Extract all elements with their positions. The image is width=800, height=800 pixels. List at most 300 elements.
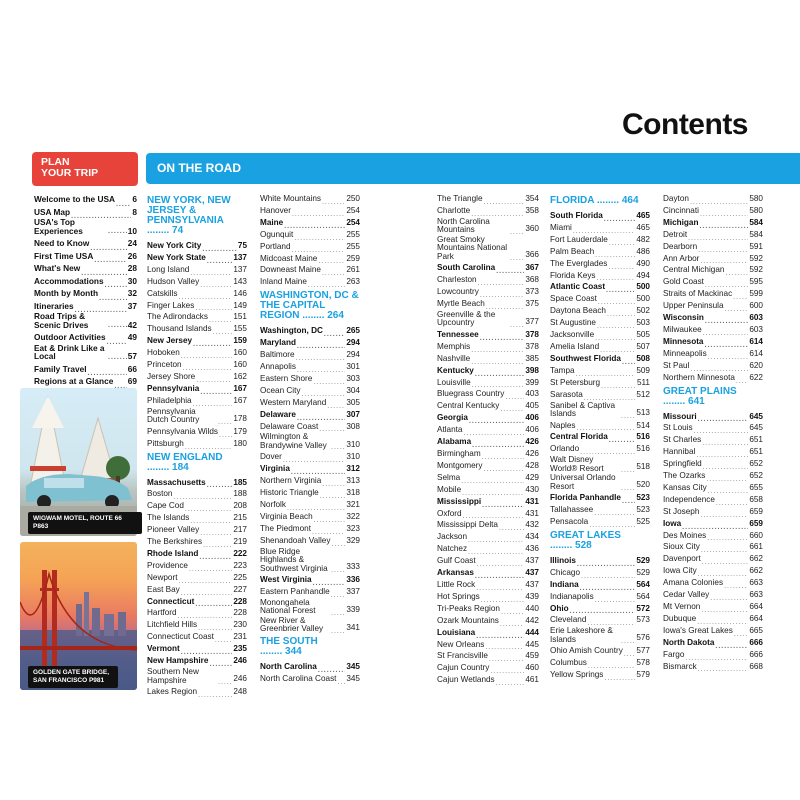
toc-entry[interactable]: [437, 424, 539, 436]
toc-entry[interactable]: [147, 426, 247, 438]
toc-entry[interactable]: [147, 311, 247, 323]
toc-entry[interactable]: [260, 264, 360, 276]
toc-entry[interactable]: [663, 217, 763, 229]
toc-entry-label: Ogunquit: [260, 229, 294, 239]
toc-entry[interactable]: [437, 388, 539, 400]
toc-entry-label: Connecticut: [147, 596, 195, 606]
toc-entry[interactable]: [663, 300, 763, 312]
toc-entry-label: Welcome to the USA: [34, 194, 115, 204]
photo1-caption: [28, 512, 142, 534]
toc-entry[interactable]: [34, 262, 137, 275]
toc-entry[interactable]: [663, 518, 763, 530]
toc-entry-leader: [621, 635, 635, 644]
toc-entry[interactable]: [260, 661, 360, 673]
toc-entry[interactable]: [663, 312, 763, 324]
toc-entry[interactable]: [437, 236, 539, 262]
toc-entry[interactable]: [550, 555, 650, 567]
toc-entry-page: 406: [525, 413, 539, 423]
toc-entry[interactable]: [550, 645, 650, 657]
toc-entry[interactable]: [663, 241, 763, 253]
toc-entry-page: 592: [749, 265, 763, 275]
toc-entry-page: 662: [749, 554, 763, 564]
toc-entry[interactable]: [663, 411, 763, 423]
toc-entry[interactable]: [34, 287, 137, 300]
toc-entry[interactable]: [663, 446, 763, 458]
toc-entry-page: 439: [525, 591, 539, 601]
toc-entry[interactable]: [147, 347, 247, 359]
toc-entry-page: 564: [636, 591, 650, 601]
toc-entry[interactable]: [260, 349, 360, 361]
toc-entry[interactable]: [663, 253, 763, 265]
toc-entry-leader: [701, 544, 748, 553]
toc-entry[interactable]: [260, 433, 360, 450]
toc-entry[interactable]: [550, 377, 650, 389]
toc-entry[interactable]: [437, 377, 539, 389]
toc-entry-page: 622: [749, 372, 763, 382]
toc-entry[interactable]: [437, 341, 539, 353]
toc-entry[interactable]: [663, 601, 763, 613]
toc-entry[interactable]: [147, 572, 247, 584]
toc-entry[interactable]: [260, 617, 360, 634]
toc-entry-leader: [604, 213, 636, 222]
toc-entry[interactable]: [663, 530, 763, 542]
toc-section-heading[interactable]: [147, 453, 247, 473]
toc-entry-label: Hannibal: [663, 447, 696, 457]
toc-entry[interactable]: [437, 519, 539, 531]
toc-entry-label: Pennsylvania Dutch Country: [147, 406, 200, 425]
toc-entry[interactable]: [437, 543, 539, 555]
toc-entry[interactable]: [260, 673, 360, 685]
toc-entry[interactable]: [147, 288, 247, 300]
toc-entry-leader: [475, 570, 524, 579]
toc-entry[interactable]: [437, 436, 539, 448]
toc-entry[interactable]: [663, 422, 763, 434]
toc-entry-page: 516: [636, 444, 650, 454]
toc-entry-label: Virginia Beach: [260, 511, 313, 521]
toc-entry[interactable]: [260, 397, 360, 409]
toc-entry-leader: [174, 491, 233, 500]
toc-entry[interactable]: [550, 443, 650, 455]
toc-entry[interactable]: [260, 253, 360, 265]
toc-entry[interactable]: [663, 661, 763, 673]
toc-entry[interactable]: [260, 241, 360, 253]
toc-entry-label: Ohio Amish Country: [550, 646, 623, 656]
toc-entry[interactable]: [260, 409, 360, 421]
toc-entry[interactable]: [437, 662, 539, 674]
photo1-caption-line1: WIGWAM MOTEL, ROUTE 66: [33, 515, 122, 522]
toc-entry[interactable]: [663, 229, 763, 241]
toc-entry[interactable]: [550, 281, 650, 293]
toc-entry[interactable]: [437, 650, 539, 662]
toc-entry-label: Erie Lakeshore & Islands: [550, 626, 613, 644]
toc-entry[interactable]: [663, 553, 763, 565]
toc-entry[interactable]: [663, 336, 763, 348]
toc-entry-label: Sioux City: [663, 542, 700, 552]
toc-entry[interactable]: [260, 586, 360, 598]
toc-entry[interactable]: [663, 348, 763, 360]
toc-entry-page: 434: [525, 532, 539, 542]
toc-entry-page: 6: [132, 194, 137, 204]
toc-entry[interactable]: [34, 363, 137, 376]
toc-entry[interactable]: [34, 218, 137, 235]
toc-entry[interactable]: [260, 487, 360, 499]
toc-entry[interactable]: [260, 217, 360, 229]
toc-entry[interactable]: [260, 385, 360, 397]
toc-entry[interactable]: [147, 359, 247, 371]
toc-entry[interactable]: [550, 353, 650, 365]
toc-entry[interactable]: [663, 372, 763, 384]
toc-entry-leader: [196, 374, 232, 383]
toc-entry-leader: [105, 278, 127, 287]
toc-entry[interactable]: [437, 484, 539, 496]
toc-entry-page: 512: [636, 389, 650, 399]
toc-entry-label: Louisville: [437, 377, 471, 387]
toc-entry-leader: [193, 398, 233, 407]
toc-entry-page: 208: [233, 501, 247, 511]
toc-entry[interactable]: [147, 584, 247, 596]
toc-entry[interactable]: [663, 589, 763, 601]
toc-entry-page: 592: [749, 253, 763, 263]
toc-entry[interactable]: [34, 275, 137, 288]
toc-entry[interactable]: [437, 311, 539, 328]
toc-entry[interactable]: [550, 516, 650, 528]
toc-entry[interactable]: [437, 496, 539, 508]
toc-entry-label: Detroit: [663, 229, 688, 239]
toc-entry-leader: [469, 415, 524, 424]
toc-entry[interactable]: [147, 488, 247, 500]
toc-entry-leader: [700, 255, 748, 264]
toc-entry[interactable]: [437, 531, 539, 543]
toc-entry[interactable]: [147, 240, 247, 252]
toc-entry[interactable]: [663, 613, 763, 625]
toc-entry-leader: [597, 320, 635, 329]
toc-entry[interactable]: [550, 627, 650, 644]
toc-entry[interactable]: [437, 615, 539, 627]
toc-entry[interactable]: [550, 389, 650, 401]
toc-entry-label: Wilmington & Brandywine Valley: [260, 432, 327, 450]
toc-entry[interactable]: [550, 402, 650, 419]
toc-entry[interactable]: [147, 512, 247, 524]
toc-entry[interactable]: [147, 300, 247, 312]
toc-entry-leader: [496, 265, 524, 274]
section-page: ........ 344: [260, 645, 302, 657]
toc-entry-leader: [203, 539, 232, 548]
toc-entry[interactable]: [550, 504, 650, 516]
toc-entry-leader: [472, 379, 525, 388]
toc-entry[interactable]: [663, 470, 763, 482]
toc-entry[interactable]: [663, 264, 763, 276]
toc-entry[interactable]: [260, 421, 360, 433]
toc-entry[interactable]: [147, 335, 247, 347]
toc-entry[interactable]: [260, 463, 360, 475]
toc-entry-page: 465: [636, 211, 650, 220]
toc-entry[interactable]: [437, 262, 539, 274]
toc-entry[interactable]: [147, 264, 247, 276]
toc-entry-leader: [510, 252, 524, 261]
toc-entry[interactable]: [663, 434, 763, 446]
toc-entry-leader: [499, 522, 524, 531]
toc-entry-label: Accommodations: [34, 275, 104, 286]
plan-list: [34, 193, 137, 388]
toc-entry-leader: [322, 196, 345, 205]
toc-entry-label: The Islands: [147, 513, 190, 523]
toc-entry[interactable]: [147, 371, 247, 383]
toc-entry-label: Atlanta: [437, 425, 463, 435]
toc-entry[interactable]: [260, 276, 360, 288]
toc-entry[interactable]: [147, 477, 247, 489]
toc-entry[interactable]: [550, 341, 650, 353]
toc-entry-page: 42: [127, 319, 137, 330]
toc-entry[interactable]: [147, 655, 247, 667]
toc-entry[interactable]: [260, 193, 360, 205]
toc-entry[interactable]: [550, 234, 650, 246]
toc-entry[interactable]: [260, 373, 360, 385]
toc-entry-page: 248: [233, 687, 247, 696]
toc-entry[interactable]: [550, 270, 650, 282]
toc-entry[interactable]: [663, 205, 763, 217]
toc-entry[interactable]: [437, 627, 539, 639]
toc-entry[interactable]: [550, 246, 650, 258]
toc-entry[interactable]: [34, 250, 137, 263]
toc-entry[interactable]: [147, 383, 247, 395]
toc-entry[interactable]: [550, 474, 650, 491]
toc-entry-label: Baltimore: [260, 350, 295, 360]
toc-entry[interactable]: [34, 344, 137, 361]
toc-entry[interactable]: [34, 375, 137, 388]
toc-entry[interactable]: [34, 312, 137, 329]
toc-entry-page: 398: [525, 365, 539, 375]
toc-entry-leader: [207, 255, 232, 264]
toc-entry-page: 57: [127, 351, 137, 361]
toc-entry[interactable]: [147, 560, 247, 572]
toc-entry-leader: [81, 266, 127, 275]
toc-entry[interactable]: [550, 579, 650, 591]
toc-entry[interactable]: [550, 365, 650, 377]
toc-entry[interactable]: [663, 649, 763, 661]
toc-entry[interactable]: [550, 305, 650, 317]
toc-entry[interactable]: [147, 548, 247, 560]
toc-entry[interactable]: [147, 643, 247, 655]
toc-entry[interactable]: [147, 686, 247, 698]
toc-entry[interactable]: [437, 353, 539, 365]
toc-entry[interactable]: [550, 210, 650, 222]
toc-entry-leader: [710, 592, 748, 601]
toc-entry-page: 8: [132, 206, 137, 217]
toc-entry[interactable]: [437, 508, 539, 520]
toc-entry[interactable]: [147, 276, 247, 288]
toc-entry[interactable]: [260, 361, 360, 373]
toc-entry[interactable]: [147, 252, 247, 264]
toc-entry[interactable]: [34, 193, 137, 206]
toc-entry[interactable]: [550, 657, 650, 669]
toc-entry-page: 614: [749, 348, 763, 358]
toc-entry-page: 185: [233, 477, 247, 487]
toc-entry-leader: [485, 641, 524, 650]
toc-entry[interactable]: [147, 619, 247, 631]
toc-entry-label: Georgia: [437, 413, 468, 423]
toc-entry-page: 500: [636, 294, 650, 304]
toc-entry[interactable]: [260, 229, 360, 241]
toc-entry-label: New Hampshire: [147, 656, 209, 666]
toc-entry[interactable]: [663, 458, 763, 470]
toc-entry[interactable]: [260, 325, 360, 337]
toc-section-heading[interactable]: [663, 387, 763, 407]
toc-entry[interactable]: [147, 524, 247, 536]
toc-entry-label: Mobile: [437, 484, 462, 494]
toc-entry[interactable]: [437, 460, 539, 472]
toc-entry-page: 310: [346, 452, 360, 462]
toc-entry[interactable]: [147, 408, 247, 425]
toc-entry-page: 339: [346, 605, 360, 615]
toc-entry[interactable]: [663, 360, 763, 372]
toc-entry-page: 217: [233, 525, 247, 535]
toc-entry-label: Family Travel: [34, 363, 87, 374]
toc-entry-page: 366: [525, 250, 539, 260]
toc-entry[interactable]: [147, 500, 247, 512]
toc-entry-page: 263: [346, 277, 360, 287]
toc-entry[interactable]: [437, 448, 539, 460]
toc-entry[interactable]: [550, 492, 650, 504]
toc-entry[interactable]: [260, 451, 360, 463]
toc-entry-leader: [185, 441, 232, 450]
plan-tab-line1: PLAN: [41, 156, 70, 168]
toc-entry[interactable]: [437, 591, 539, 603]
toc-entry[interactable]: [437, 193, 539, 205]
toc-entry[interactable]: [550, 431, 650, 443]
toc-entry[interactable]: [663, 506, 763, 518]
toc-entry[interactable]: [663, 577, 763, 589]
toc-entry[interactable]: [260, 337, 360, 349]
toc-entry-leader: [621, 410, 635, 419]
toc-entry[interactable]: [663, 324, 763, 336]
toc-entry[interactable]: [147, 323, 247, 335]
toc-entry-label: Lowcountry: [437, 287, 479, 297]
toc-entry[interactable]: [663, 541, 763, 553]
toc-entry[interactable]: [663, 625, 763, 637]
toc-entry-leader: [699, 220, 748, 229]
toc-entry[interactable]: [437, 400, 539, 412]
toc-section-heading[interactable]: [550, 196, 650, 206]
toc-entry[interactable]: [550, 420, 650, 432]
toc-entry[interactable]: [147, 607, 247, 619]
toc-entry[interactable]: [663, 637, 763, 649]
toc-entry[interactable]: [147, 668, 247, 685]
toc-entry-page: 337: [346, 587, 360, 597]
toc-entry-label: Northern Minnesota: [663, 372, 735, 382]
toc-entry[interactable]: [437, 205, 539, 217]
toc-entry[interactable]: [437, 298, 539, 310]
photo1-caption-line2: P863: [33, 523, 49, 530]
toc-entry[interactable]: [437, 555, 539, 567]
toc-entry[interactable]: [147, 395, 247, 407]
toc-entry[interactable]: [260, 574, 360, 586]
toc-section-heading[interactable]: [147, 196, 247, 236]
toc-entry[interactable]: [663, 276, 763, 288]
toc-entry[interactable]: [437, 472, 539, 484]
toc-entry[interactable]: [550, 222, 650, 234]
toc-entry-page: 30: [127, 275, 137, 286]
toc-entry[interactable]: [260, 205, 360, 217]
toc-entry-label: St Petersburg: [550, 377, 601, 387]
toc-section-heading[interactable]: [260, 637, 360, 657]
toc-section-heading[interactable]: [260, 291, 360, 321]
page-title: Contents: [622, 108, 748, 141]
toc-entry[interactable]: [437, 674, 539, 686]
toc-entry[interactable]: [550, 567, 650, 579]
toc-entry[interactable]: [147, 631, 247, 643]
toc-entry[interactable]: [34, 237, 137, 250]
toc-entry[interactable]: [550, 329, 650, 341]
toc-entry[interactable]: [663, 193, 763, 205]
toc-entry[interactable]: [437, 579, 539, 591]
toc-entry[interactable]: [550, 603, 650, 615]
toc-entry-label: Eastern Panhandle: [260, 587, 330, 597]
toc-entry[interactable]: [437, 286, 539, 298]
toc-entry[interactable]: [260, 599, 360, 616]
toc-entry[interactable]: [550, 456, 650, 473]
toc-entry-leader: [510, 226, 524, 235]
toc-entry-page: 661: [749, 542, 763, 552]
toc-entry[interactable]: [550, 591, 650, 603]
toc-entry[interactable]: [260, 535, 360, 547]
toc-entry[interactable]: [437, 412, 539, 424]
toc-entry-page: 341: [346, 623, 360, 633]
toc-entry-page: 167: [233, 395, 247, 405]
toc-entry[interactable]: [550, 293, 650, 305]
toc-entry-leader: [461, 475, 524, 484]
toc-entry-label: Indianapolis: [550, 591, 594, 601]
toc-entry[interactable]: [437, 567, 539, 579]
toc-entry-label: Long Island: [147, 264, 190, 274]
toc-entry[interactable]: [550, 669, 650, 681]
toc-entry-leader: [313, 577, 346, 586]
toc-entry[interactable]: [34, 331, 137, 344]
toc-entry[interactable]: [260, 499, 360, 511]
toc-entry[interactable]: [147, 536, 247, 548]
toc-entry-label: Vermont: [147, 644, 180, 654]
toc-entry[interactable]: [663, 482, 763, 494]
toc-entry-leader: [284, 220, 345, 229]
toc-entry[interactable]: [437, 329, 539, 341]
toc-entry-page: 664: [749, 602, 763, 611]
toc-entry[interactable]: [260, 548, 360, 574]
toc-entry[interactable]: [260, 523, 360, 535]
toc-entry-leader: [489, 653, 524, 662]
toc-entry[interactable]: [147, 438, 247, 450]
toc-entry[interactable]: [550, 258, 650, 270]
toc-entry-page: 222: [233, 548, 247, 558]
toc-entry[interactable]: [437, 639, 539, 651]
toc-entry[interactable]: [147, 596, 247, 608]
toc-entry-page: 24: [127, 238, 137, 248]
toc-entry[interactable]: [663, 494, 763, 506]
toc-entry-label: Catskills: [147, 288, 178, 298]
toc-entry[interactable]: [437, 603, 539, 615]
toc-entry-leader: [480, 289, 524, 298]
toc-entry[interactable]: [663, 288, 763, 300]
toc-entry[interactable]: [550, 317, 650, 329]
toc-entry-leader: [598, 296, 635, 305]
toc-entry[interactable]: [437, 218, 539, 235]
toc-entry[interactable]: [260, 475, 360, 487]
toc-section-heading[interactable]: [550, 531, 650, 551]
toc-entry[interactable]: [260, 511, 360, 523]
toc-entry[interactable]: [663, 565, 763, 577]
toc-entry[interactable]: [437, 365, 539, 377]
toc-entry[interactable]: [550, 614, 650, 626]
toc-entry[interactable]: [437, 274, 539, 286]
toc-entry-page: 662: [749, 566, 763, 576]
